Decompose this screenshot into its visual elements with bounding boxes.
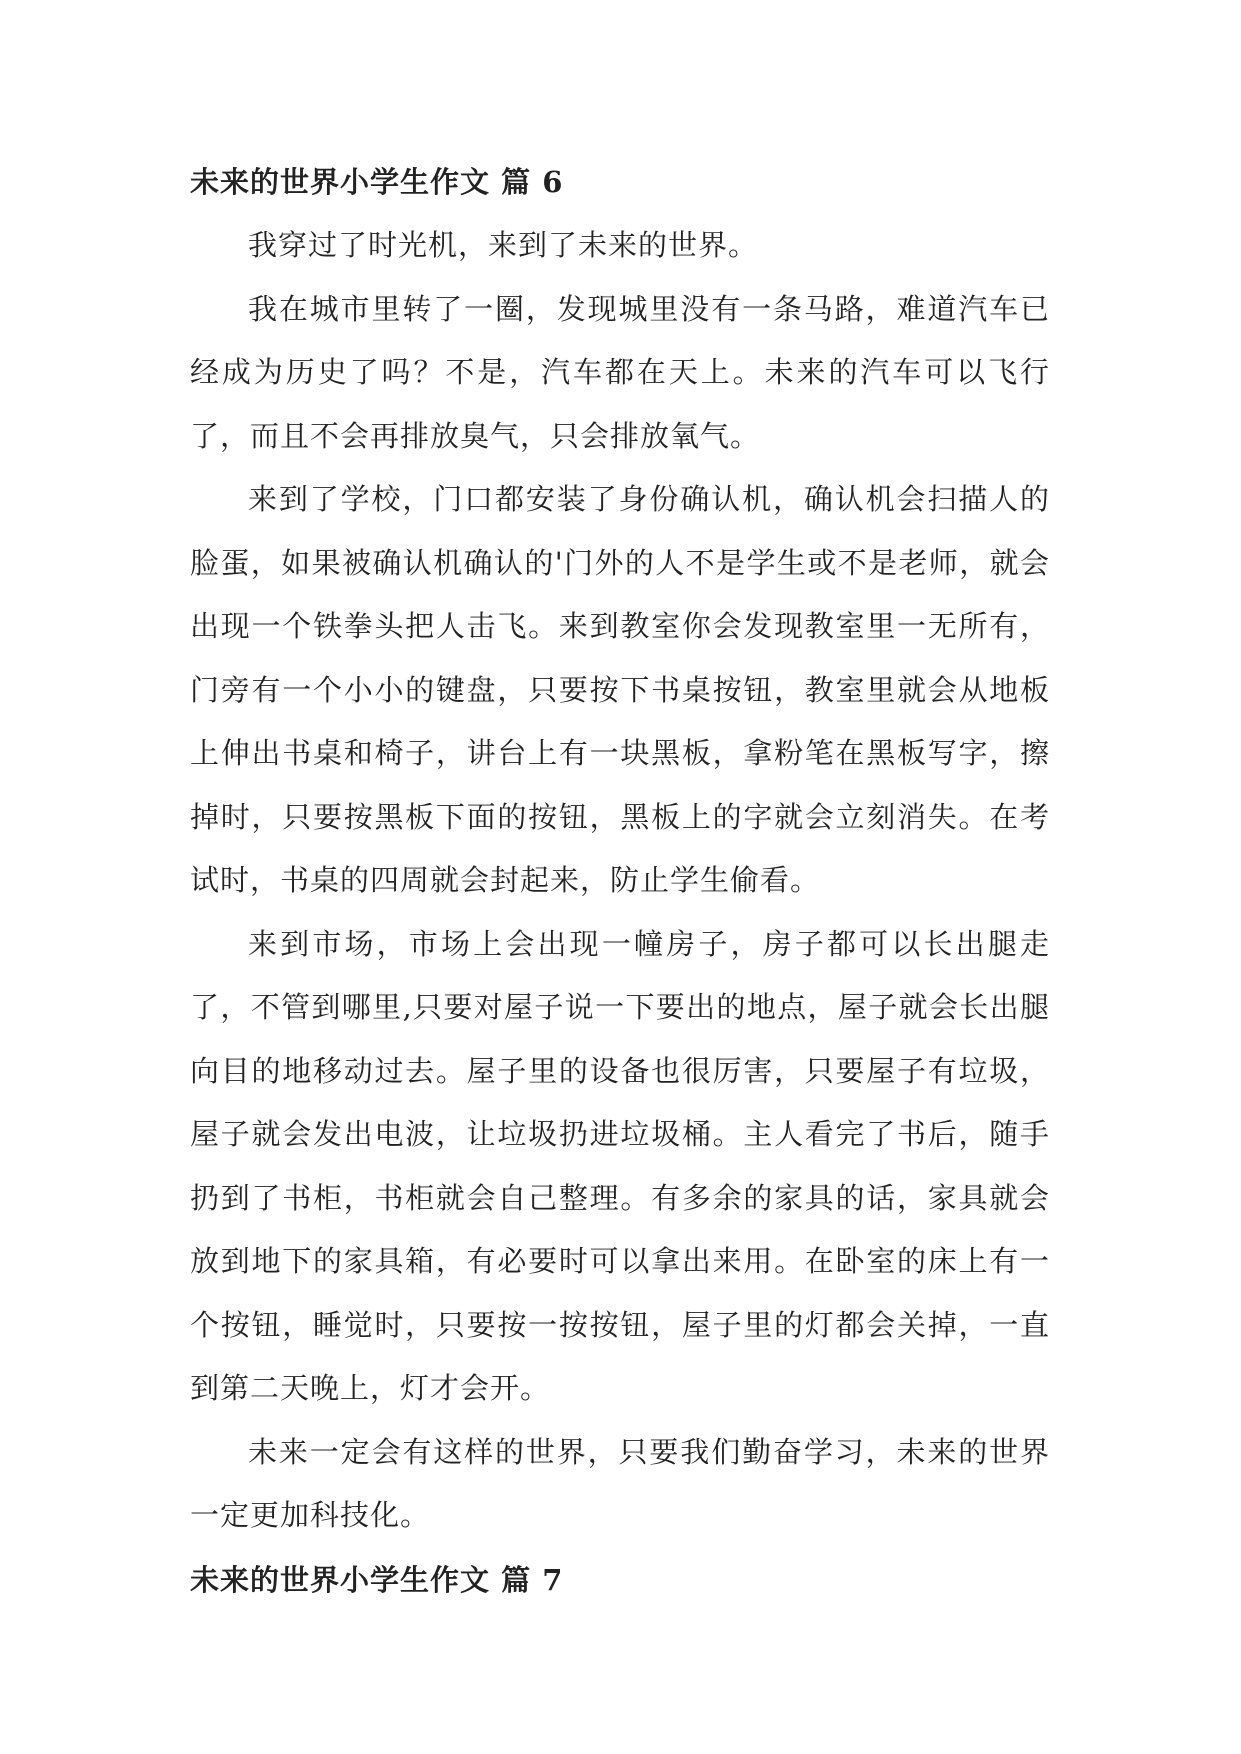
paragraph: 未来一定会有这样的世界，只要我们勤奋学习，未来的世界一定更加科技化。	[190, 1434, 1050, 1532]
paragraph: 来到市场，市场上会出现一幢房子，房子都可以长出腿走了，不管到哪里,只要对屋子说一下要出的地点，屋子就会长出腿向目的地移动过去。屋子里的设备也很厉害，只要屋子有垃圾，屋子就会发出电波，让垃圾扔进垃圾桶。主人看完了书后，随手扔到了书柜，书柜就会自己整理。有多余的家具的话，家具就会放到地下的家具箱，有必要时可以拿出来用。在卧室的床上有一个按钮，睡觉时，只要按一按按钮，屋子里的灯都会关掉，一直到第二天晚上，灯才会开。	[190, 926, 1050, 1405]
paragraph: 来到了学校，门口都安装了身份确认机，确认机会扫描人的脸蛋，如果被确认机确认的'门外的人不是学生或不是老师，就会出现一个铁拳头把人击飞。来到教室你会发现教室里一无所有，门旁有一个小小的键盘，只要按下书桌按钮，教室里就会从地板上伸出书桌和椅子，讲台上有一块黑板，拿粉笔在黑板写字，擦掉时，只要按黑板下面的按钮，黑板上的字就会立刻消失。在考试时，书桌的四周就会封起来，防止学生偷看。	[190, 482, 1050, 897]
document-page	[190, 150, 1050, 1612]
paragraph: 我在城市里转了一圈，发现城里没有一条马路，难道汽车已经成为历史了吗？不是，汽车都在天上。未来的汽车可以飞行了，而且不会再排放臭气，只会排放氧气。	[190, 291, 1050, 453]
section-heading: 未来的世界小学生作文 篇 7	[190, 1562, 564, 1597]
paragraph: 我穿过了时光机，来到了未来的世界。	[248, 228, 759, 262]
section-heading: 未来的世界小学生作文 篇 6	[190, 165, 564, 199]
